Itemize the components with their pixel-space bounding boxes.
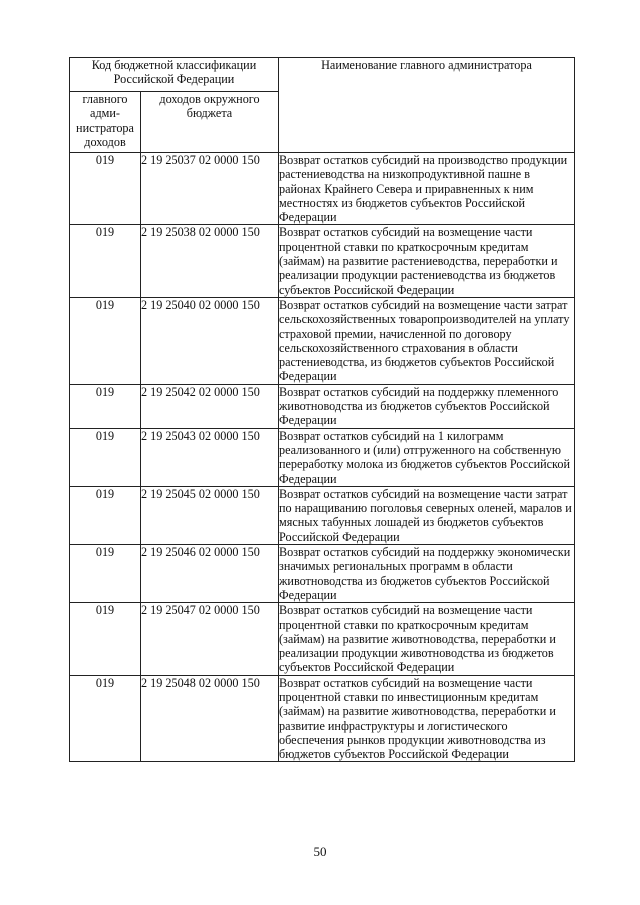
administrator-name-cell: Возврат остатков субсидий на возмещение части затрат по наращиванию поголовья северных оленей, маралов и мясных табунных лошадей из бюджетов субъектов Российской Федерации	[279, 486, 575, 544]
table-row	[70, 225, 575, 297]
admin-code-cell: 019	[70, 486, 141, 544]
admin-code-cell: 019	[70, 225, 141, 297]
admin-code-cell: 019	[70, 675, 141, 762]
income-code-cell: 2 19 25038 02 0000 150	[141, 225, 279, 297]
table-row	[70, 675, 575, 762]
table-row	[70, 297, 575, 384]
admin-code-cell: 019	[70, 428, 141, 486]
table-row	[70, 603, 575, 675]
admin-code-cell: 019	[70, 603, 141, 675]
admin-code-cell: 019	[70, 545, 141, 603]
income-code-cell: 2 19 25048 02 0000 150	[141, 675, 279, 762]
budget-classification-table	[69, 57, 575, 762]
header-code-cell: доходов окружного бюджета	[141, 92, 279, 153]
table-row	[70, 384, 575, 428]
administrator-name-cell: Возврат остатков субсидий на возмещение части процентной ставки по краткосрочным кредитам (займам) на развитие растениеводства, переработки и реализации продукции растениеводства из бюджетов субъектов Российской Федерации	[279, 225, 575, 297]
page-number: 50	[313, 844, 327, 859]
header-admin-cell: главного адми-нистратора доходов	[70, 92, 141, 153]
income-code-cell: 2 19 25042 02 0000 150	[141, 384, 279, 428]
administrator-name-cell: Возврат остатков субсидий на возмещение части затрат сельскохозяйственных товаропроизводителей на уплату страховой премии, начисленной по договору сельскохозяйственного страхования в области растениеводства, из бюджетов субъектов Российской Федерации	[279, 297, 575, 384]
income-code-cell: 2 19 25047 02 0000 150	[141, 603, 279, 675]
administrator-name-cell: Возврат остатков субсидий на возмещение части процентной ставки по инвестиционным кредитам (займам) на развитие животноводства, переработки и развитие инфраструктуры и логистического обеспечения рынков продукции животноводства из бюджетов субъектов Российской Федерации	[279, 675, 575, 762]
header-group-cell: Код бюджетной классификации Российской Федерации	[70, 58, 279, 92]
administrator-name-cell: Возврат остатков субсидий на поддержку племенного животноводства из бюджетов субъектов Российской Федерации	[279, 384, 575, 428]
income-code-cell: 2 19 25043 02 0000 150	[141, 428, 279, 486]
administrator-name-cell: Возврат остатков субсидий на поддержку экономически значимых региональных программ в области животноводства из бюджетов субъектов Российской Федерации	[279, 545, 575, 603]
admin-code-cell: 019	[70, 297, 141, 384]
administrator-name-cell: Возврат остатков субсидий на производство продукции растениеводства на низкопродуктивной пашне в районах Крайнего Севера и приравненных к ним местностях из бюджетов субъектов Российской Федерации	[279, 153, 575, 225]
admin-code-cell: 019	[70, 153, 141, 225]
income-code-cell: 2 19 25037 02 0000 150	[141, 153, 279, 225]
table-row	[70, 428, 575, 486]
table-row	[70, 545, 575, 603]
administrator-name-cell: Возврат остатков субсидий на возмещение части процентной ставки по краткосрочным кредитам (займам) на развитие животноводства, переработки и реализации продукции животноводства из бюджетов субъектов Российской Федерации	[279, 603, 575, 675]
table-row	[70, 486, 575, 544]
admin-code-cell: 019	[70, 384, 141, 428]
header-name-cell: Наименование главного администратора	[279, 58, 575, 153]
header-row-top	[70, 58, 575, 92]
income-code-cell: 2 19 25046 02 0000 150	[141, 545, 279, 603]
table-row	[70, 153, 575, 225]
income-code-cell: 2 19 25045 02 0000 150	[141, 486, 279, 544]
income-code-cell: 2 19 25040 02 0000 150	[141, 297, 279, 384]
administrator-name-cell: Возврат остатков субсидий на 1 килограмм реализованного и (или) отгруженного на собственную переработку молока из бюджетов субъектов Российской Федерации	[279, 428, 575, 486]
